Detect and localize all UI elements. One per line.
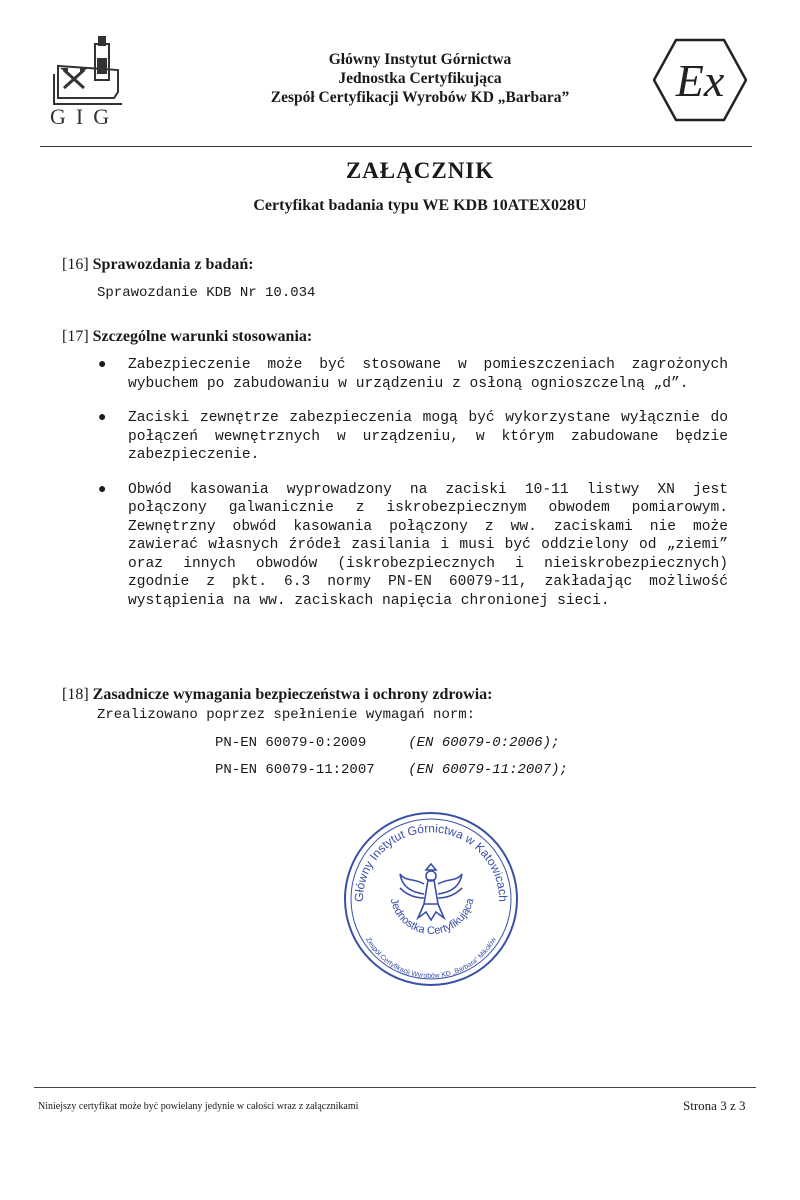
gig-logo-text: GIG [50, 104, 120, 129]
stamp-outer-text: Główny Instytut Górnictwa w Katowicach [351, 821, 511, 903]
list-item [92, 481, 728, 611]
section-17-heading [62, 328, 312, 346]
section-16-heading [62, 256, 254, 274]
bullet-text: Zaciski zewnętrze zabezpieczenia mogą być wykorzystane wyłącznie do połączeń wewnętrznych w urządzeniu, w którym zabudowane będzie zabezpieczenie. [128, 410, 728, 463]
section-16-body: Sprawozdanie KDB Nr 10.034 [97, 285, 316, 301]
section-18-title: Zasadnicze wymagania bezpieczeństwa i ochrony zdrowia: [92, 686, 493, 703]
norm-row-1 [215, 735, 559, 751]
certificate-subtitle: Certyfikat badania typu WE KDB 10ATEX028U [253, 197, 587, 214]
ex-hexagon-icon [652, 38, 748, 122]
svg-text:Zespół Certyfikacji Wyrobów KD [364, 936, 498, 980]
footer-note: Niniejszy certyfikat może być powielany jedynie w całości wraz z załącznikami [38, 1101, 359, 1112]
page-number: Strona 3 z 3 [683, 1098, 746, 1113]
bullet-icon: ● [98, 481, 107, 498]
norm-row-2 [215, 762, 568, 778]
page-title: ZAŁĄCZNIK [345, 158, 495, 183]
list-item [92, 356, 728, 393]
header-line-3: Zespół Certyfikacji Wyrobów KD „Barbara” [270, 89, 570, 106]
section-17-number: [17] [62, 328, 89, 345]
eagle-emblem-icon [400, 864, 462, 920]
norm-pn: PN-EN 60079-0:2009 [215, 735, 367, 751]
list-item [92, 409, 728, 465]
bullet-text: Zabezpieczenie może być stosowane w pomieszczeniach zagrożonych wybuchem po zabudowaniu w urządzeniu z osłoną ognioszczelną „d”. [128, 357, 728, 392]
stamp-bottom-text: Zespół Certyfikacji Wyrobów KD „Barbara” Mikołów [364, 936, 498, 980]
bullet-icon: ● [98, 357, 107, 373]
header-divider [40, 146, 752, 147]
section-18-body: Zrealizowano poprzez spełnienie wymagań norm: [97, 707, 476, 723]
header-line-2: Jednostka Certyfikująca [338, 70, 502, 87]
norm-pn: PN-EN 60079-11:2007 [215, 762, 375, 778]
section-16-number: [16] [62, 256, 89, 273]
ex-logo-text: Ex [675, 55, 725, 106]
bullet-text: Obwód kasowania wyprowadzony na zaciski 10-11 listwy XN jest połączony galwanicznie z iskrobezpiecznym obwodem pomiarowym. Zewnętrzny obwód kasowania połączony z ww. zaciskami nie może zawierać własnych źródeł zasilania i musi być oddzielony od „ziemi” oraz innych obwodów (iskrobezpiecznych i nieiskrobezpiecznych) zgodnie z pkt. 6.3 normy PN-EN 60079-11, zakładając możliwość wystąpienia na ww. zaciskach napięcia chronionej sieci. [128, 481, 728, 609]
section-18-number: [18] [62, 686, 89, 703]
svg-text:Jednostka Certyfikująca [388, 896, 477, 937]
stamp-inner-text: Jednostka Certyfikująca [387, 897, 477, 938]
norm-en: (EN 60079-0:2006); [408, 735, 560, 751]
conditions-list [92, 356, 728, 610]
official-stamp [340, 808, 522, 990]
bullet-icon: ● [98, 410, 107, 426]
header-line-1: Główny Instytut Górnictwa [328, 51, 512, 68]
section-17-title: Szczególne warunki stosowania: [92, 328, 313, 345]
section-18-heading [62, 686, 492, 704]
section-16-title: Sprawozdania z badań: [92, 256, 254, 273]
norm-en: (EN 60079-11:2007); [408, 762, 568, 778]
footer-divider [34, 1087, 756, 1088]
